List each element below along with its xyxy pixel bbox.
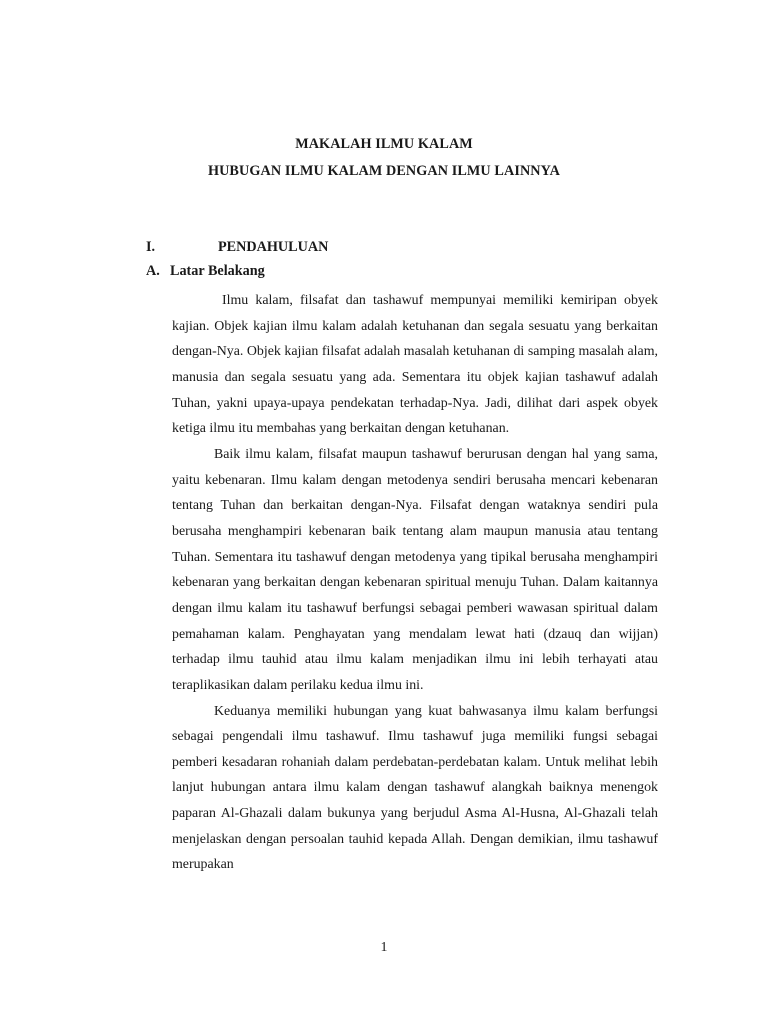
paragraph-3: Keduanya memiliki hubungan yang kuat bahwasanya ilmu kalam berfungsi sebagai pengendali ilmu tashawuf. Ilmu tashawuf juga memiliki fungsi sebagai pemberi kesadaran rohaniah dalam perdebatan-perdebatan kalam. Untuk melihat lebih lanjut hubungan antara ilmu kalam dengan tashawuf alangkah baiknya menengok paparan Al-Ghazali dalam bukunya yang berjudul Asma Al-Husna, Al-Ghazali telah menjelaskan dengan persoalan tauhid kepada Allah. Dengan demikian, ilmu tashawuf merupakan [172,703,658,873]
paragraph-2: Baik ilmu kalam, filsafat maupun tashawuf berurusan dengan hal yang sama, yaitu kebenaran. Ilmu kalam dengan metodenya sendiri berusaha mencari kebenaran tentang Tuhan dan berkaitan dengan-Nya. Filsafat dengan wataknya sendiri pula berusaha menghampiri kebenaran baik tentang alam maupun manusia atau tentang Tuhan. Sementara itu tashawuf dengan metodenya yang tipikal berusaha menghampiri kebenaran yang berkaitan dengan kebenaran spiritual menuju Tuhan. Dalam kaitannya dengan ilmu kalam itu tashawuf berfungsi sebagai pemberi wawasan spiritual dalam pemahaman kalam. Penghayatan yang mendalam lewat hati (dzauq dan wijjan) terhadap ilmu tauhid atau ilmu kalam menjadikan ilmu ini lebih terhayati atau teraplikasikan dalam perilaku kedua ilmu ini. [172,446,658,693]
document-title-line2: HUBUGAN ILMU KALAM DENGAN ILMU LAINNYA [207,163,561,179]
subsection-number: A. [146,263,160,279]
body-text [172,288,658,878]
document-title-line1: MAKALAH ILMU KALAM [295,136,473,152]
page-number: 1 [380,940,388,955]
subsection-title: Latar Belakang [170,263,265,279]
subsection-heading [146,263,265,280]
section-title: PENDAHULUAN [218,239,329,255]
section-heading [146,239,328,256]
section-number: I. [146,239,156,255]
paragraph-1: Ilmu kalam, filsafat dan tashawuf mempunyai memiliki kemiripan obyek kajian. Objek kajian ilmu kalam adalah ketuhanan dan segala sesuatu yang berkaitan dengan-Nya. Objek kajian filsafat adalah masalah ketuhanan di samping masalah alam, manusia dan segala sesuatu yang ada. Sementara itu objek kajian tashawuf adalah Tuhan, yakni upaya-upaya pendekatan terhadap-Nya. Jadi, dilihat dari aspek obyek ketiga ilmu itu membahas yang berkaitan dengan ketuhanan. [172,293,658,437]
